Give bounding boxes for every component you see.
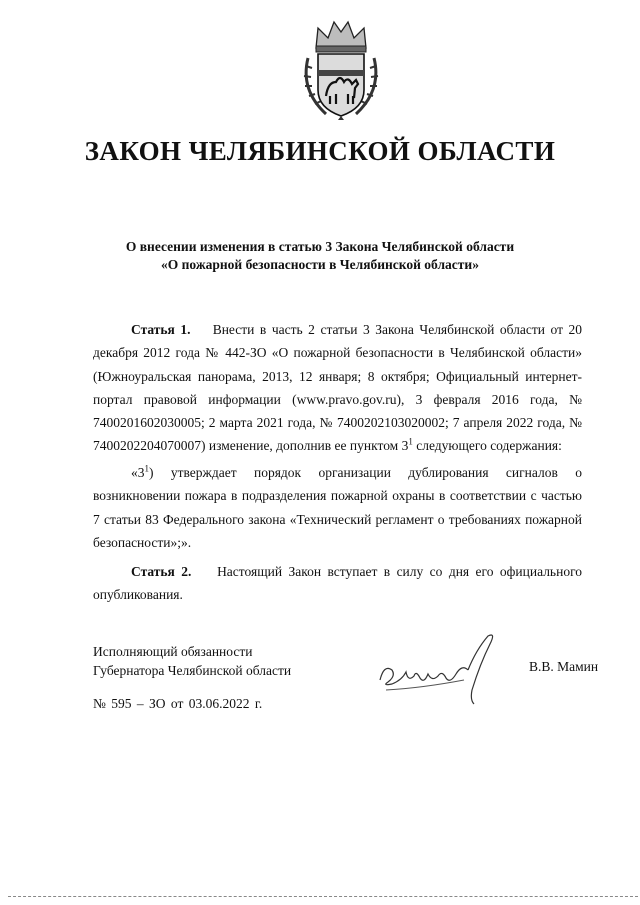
article-2 bbox=[93, 560, 582, 607]
signer-line-1: Исполняющий обязанности bbox=[93, 644, 253, 659]
article-1-superscript: 1 bbox=[408, 436, 413, 447]
subtitle-line-2: «О пожарной безопасности в Челябинской области» bbox=[161, 257, 479, 272]
article-1-quote bbox=[93, 461, 582, 554]
article-1-paragraph bbox=[93, 318, 582, 458]
quote-text: ) утверждает порядок организации дублирования сигналов о возникновении пожара в подразделения пожарной охраны в соответствии с частью 7 статьи 83 Федерального закона «Технический регламент о требованиях пожарной безопасности»;». bbox=[93, 465, 582, 550]
article-1-heading: Статья 1. bbox=[131, 322, 191, 337]
signer-line-2: Губернатора Челябинской области bbox=[93, 663, 292, 678]
law-title: ЗАКОН ЧЕЛЯБИНСКОЙ ОБЛАСТИ bbox=[84, 136, 556, 166]
coat-of-arms-icon bbox=[298, 18, 384, 122]
article-2-paragraph bbox=[93, 560, 582, 607]
page-bottom-divider bbox=[8, 896, 638, 897]
signature-icon bbox=[372, 630, 498, 706]
article-2-heading: Статья 2. bbox=[131, 564, 192, 579]
law-subtitle bbox=[0, 238, 640, 274]
article-1 bbox=[93, 318, 582, 458]
article-1-text: Внести в часть 2 статьи 3 Закона Челябинской области от 20 декабря 2012 года № 442-ЗО «О пожарной безопасности в Челябинской области» (Южноуральская панорама, 2013, 12 января; 8 октября; Официальный интернет-портал правовой информации (www.pravo.gov.ru), 3 февраля 2016 года, № 7400201602030005; 2 марта 2021 года, № 7400202103020002; 7 апреля 2022 года, № 7400202204070007) изменение, дополнив ее пунктом 3 bbox=[93, 322, 583, 454]
law-number-date: № 595 – ЗО от 03.06.2022 г. bbox=[93, 696, 263, 711]
article-2-text: Настоящий Закон вступает в силу со дня его официального опубликования. bbox=[93, 564, 583, 603]
signer-name: В.В. Мамин bbox=[529, 659, 599, 674]
quote-open: «3 bbox=[131, 465, 145, 480]
signer-title bbox=[93, 642, 291, 680]
quote-paragraph bbox=[93, 461, 582, 554]
quote-superscript: 1 bbox=[144, 463, 149, 474]
subtitle-line-1: О внесении изменения в статью 3 Закона Челябинской области bbox=[125, 239, 515, 254]
article-1-text-end: следующего содержания: bbox=[412, 438, 562, 454]
